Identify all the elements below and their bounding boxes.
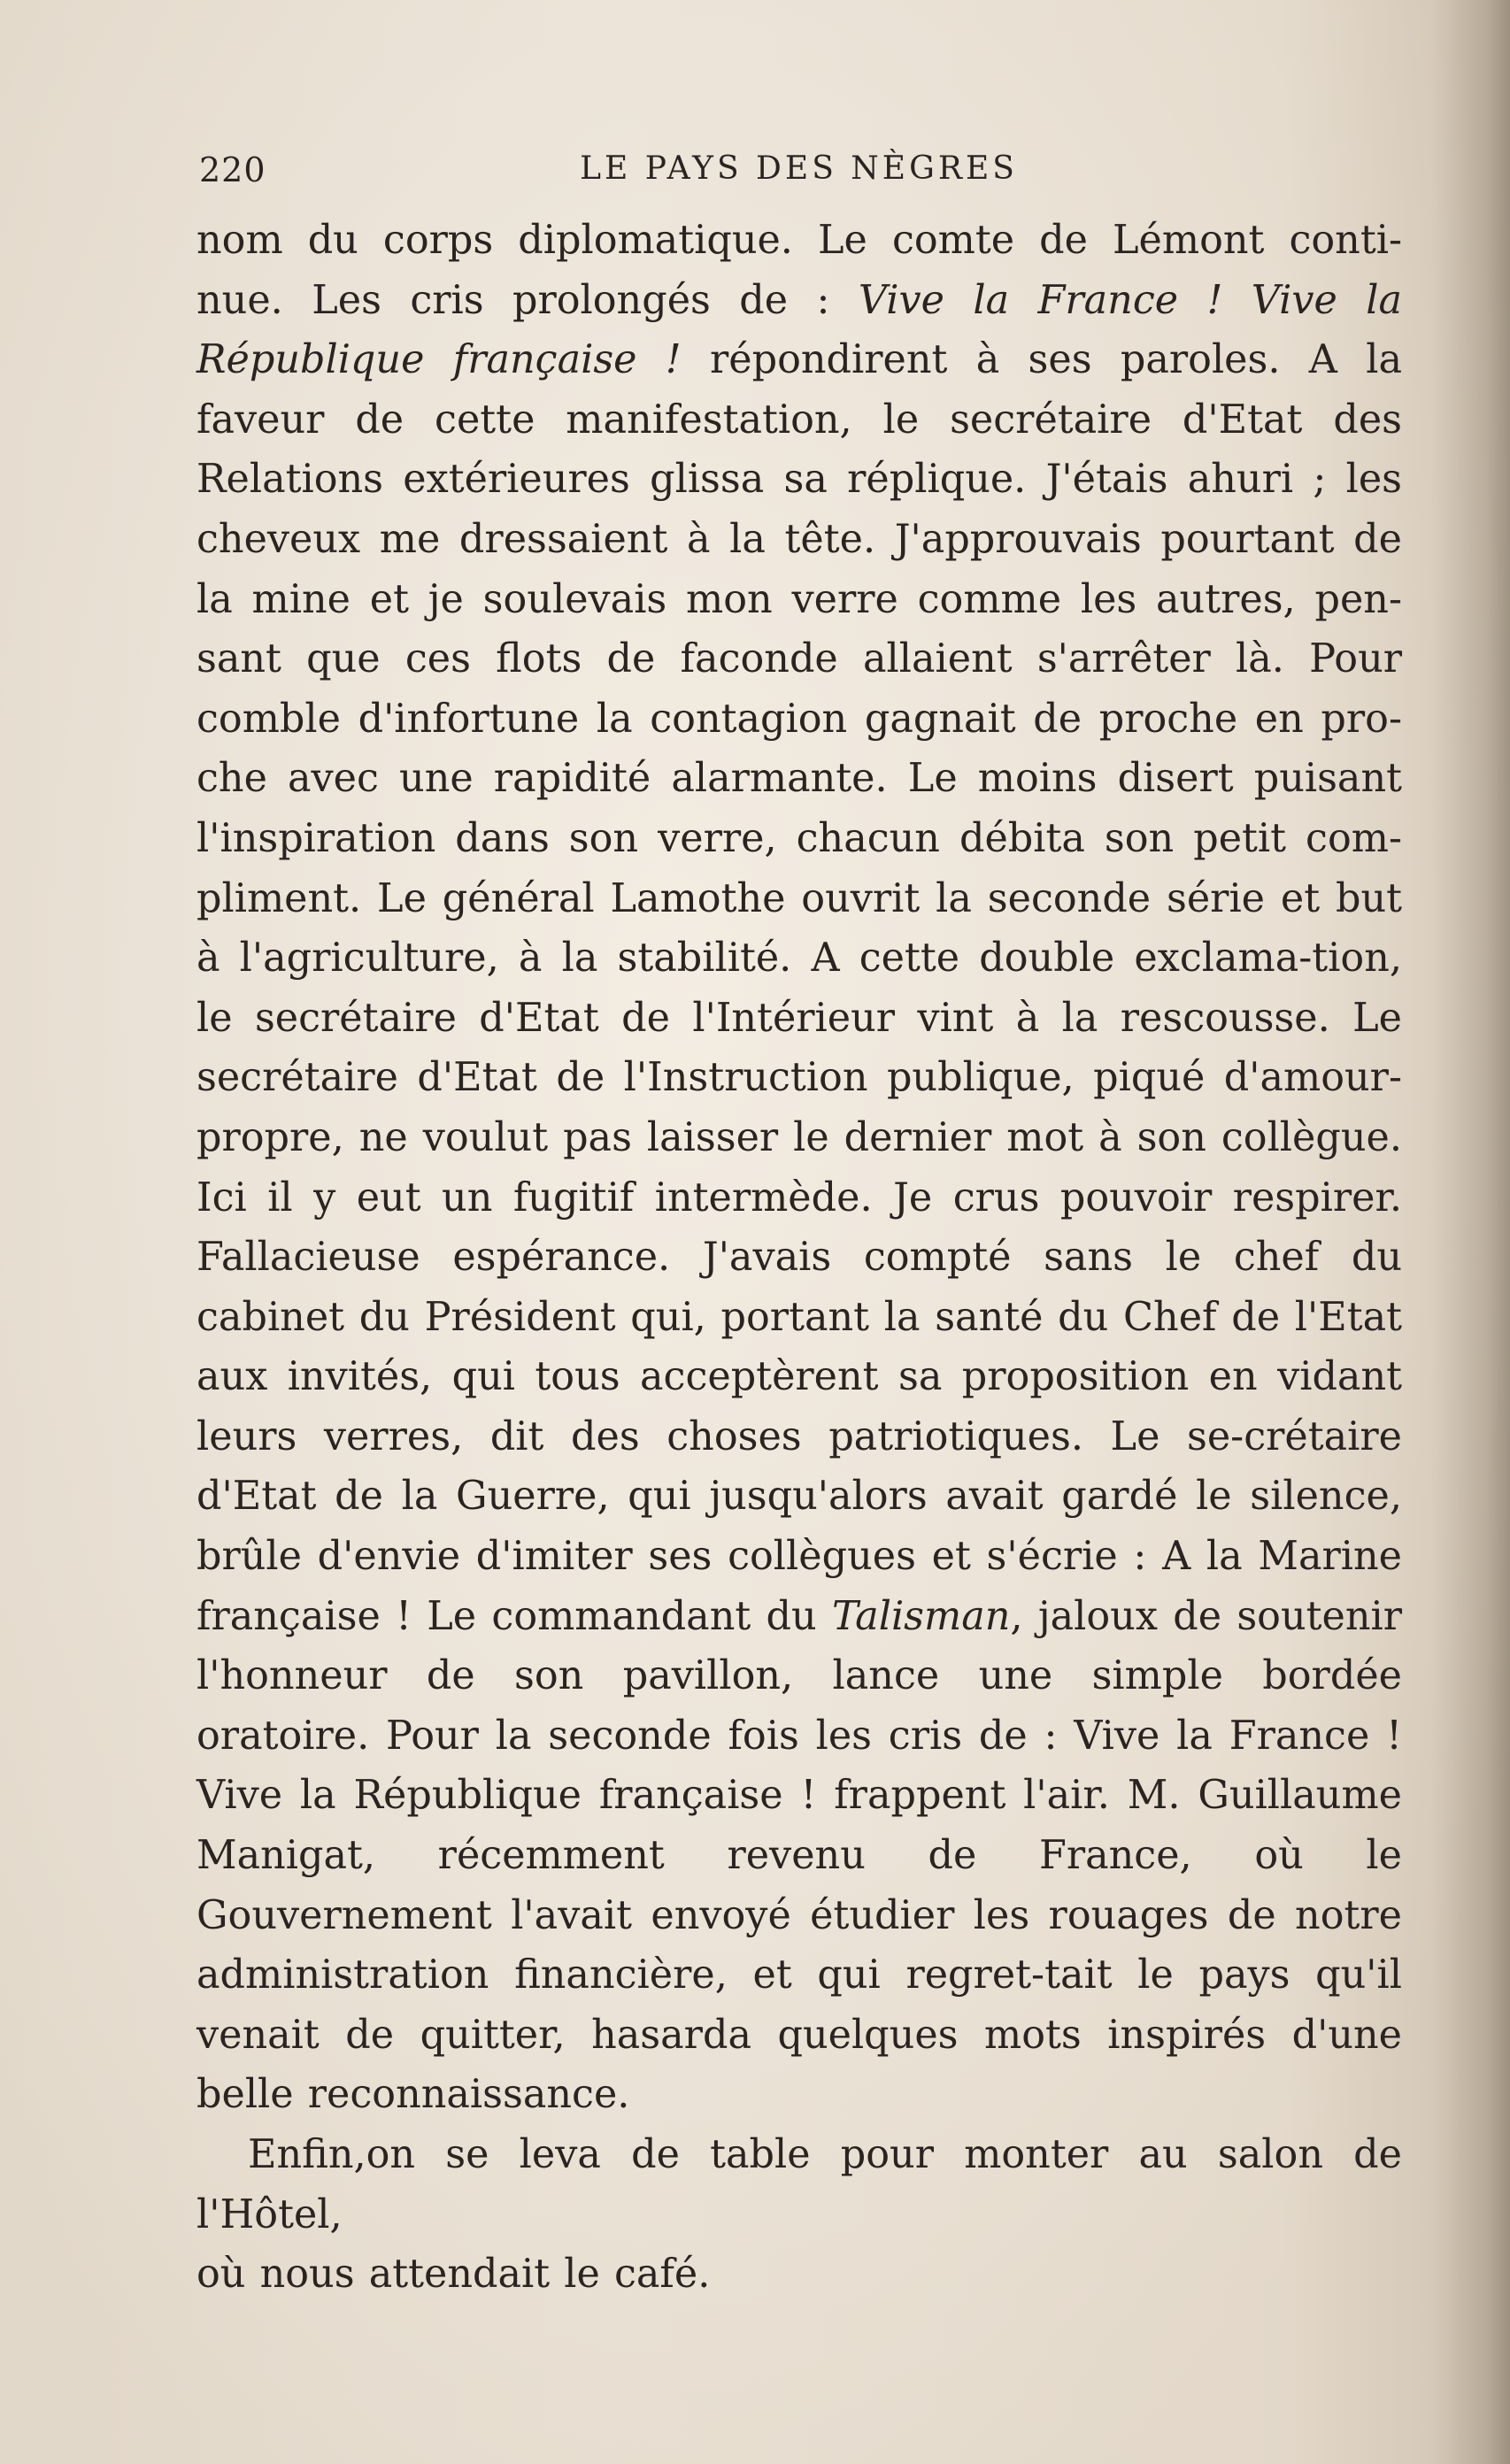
paragraph-2-line-2: où nous attendait le café. (196, 2252, 711, 2298)
paragraph-2-line-1: Enfin,on se leva de table pour monter au salon de l'Hôtel, (196, 2132, 1402, 2237)
paragraph-2 (196, 2125, 1402, 2305)
body-text (196, 211, 1402, 2305)
paragraph-1-italic-ship-name: Talisman (831, 1593, 1011, 1639)
page-header (199, 150, 1398, 193)
paragraph-1-part-b: répondirent à ses paroles. A la faveur de cette manifestation, le secrétaire d'Etat des Relations extérieures glissa sa réplique. J'étais ahuri ; les cheveux me dressaient à la tête. J'approuvais pourtant de la mine et je soulevais mon verre comme les autres, pen-sant que ces flots de faconde allaient s'arrêter là. Pour comble d'infortune la contagion gagnait de proche en pro-che avec une rapidité alarmante. Le moins disert puisant l'inspiration dans son verre, chacun débita son petit com-pliment. Le général Lamothe ouvrit la seconde série et but à l'agriculture, à la stabilité. A cette double exclama-tion, le secrétaire d'Etat de l'Intérieur vint à la rescousse. Le secrétaire d'Etat de l'Instruction publique, piqué d'amour-propre, ne voulut pas laisser le dernier mot à son collègue. Ici il y eut un fugitif intermède. Je crus pouvoir respirer. Fallacieuse espérance. J'avais compté sans le chef du cabinet du Président qui, portant la santé du Chef de l'Etat aux invités, qui tous acceptèrent sa proposition en vidant leurs verres, dit des choses patriotiques. Le se-crétaire d'Etat de la Guerre, qui jusqu'alors avait gardé le silence, brûle d'envie d'imiter ses collègues et s'écrie : A la Marine française ! Le commandant du (196, 337, 1402, 1639)
running-head: LE PAYS DES NÈGRES (580, 150, 1018, 187)
page-number: 220 (199, 150, 266, 189)
paragraph-1-part-a: nom du corps diplomatique. Le comte de Lémont conti-nue. Les cris prolongés de : (196, 218, 1402, 323)
paragraph-1-italic-exclamation: Vive la France ! Vive la République française ! (196, 277, 1402, 383)
paragraph-1-part-c: , jaloux de soutenir l'honneur de son pavillon, lance une simple bordée oratoire. Pour la seconde fois les cris de : Vive la France ! Vive la République française ! frappent l'air. M. Guillaume Manigat, récemment revenu de France, où le Gouvernement l'avait envoyé étudier les rouages de notre administration financière, et qui regret-tait le pays qu'il venait de quitter, hasarda quelques mots inspirés d'une belle reconnaissance. (196, 1593, 1402, 2118)
paragraph-1 (196, 211, 1402, 2125)
